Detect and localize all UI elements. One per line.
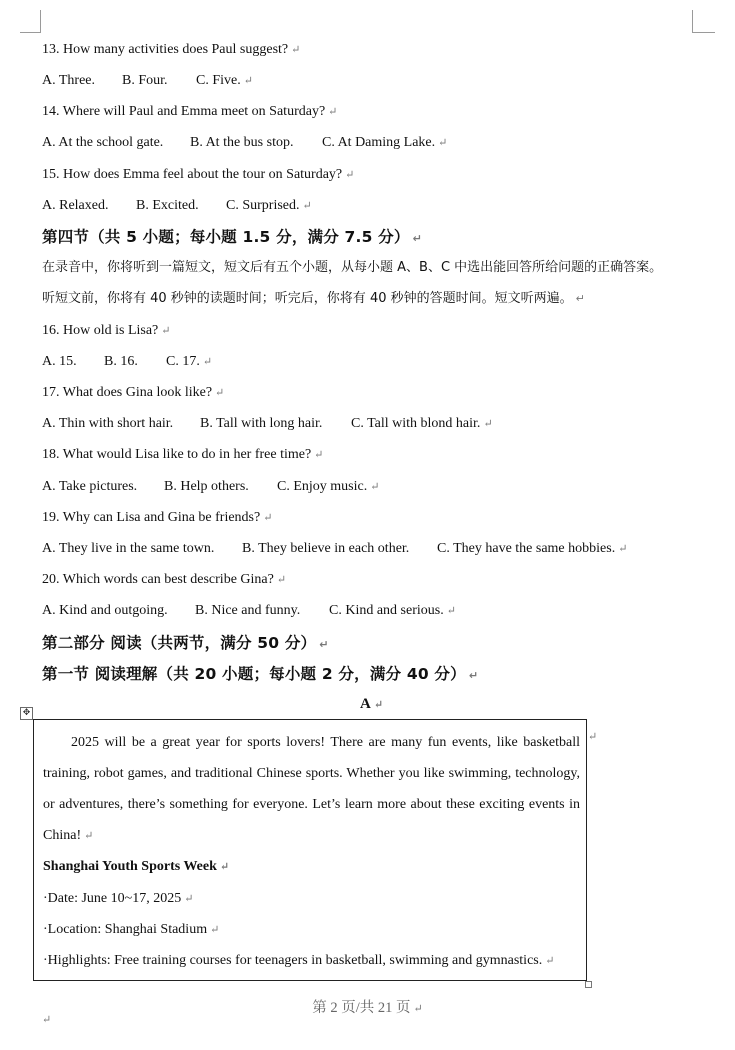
instruction-text: 听短文前，你将有 40 秒钟的读题时间；听完后，你将有 40 秒钟的答题时间。短文听两遍。 — [42, 291, 573, 306]
paragraph-mark-icon: ↵ — [302, 200, 312, 212]
question-15 — [42, 166, 354, 184]
question-stem: 19. Why can Lisa and Gina be friends? — [42, 510, 261, 525]
section-4-heading — [42, 228, 422, 248]
page-number-text: 第 2 页/共 21 页 — [312, 1000, 411, 1016]
paragraph-mark-icon: ↵ — [413, 1003, 423, 1015]
paragraph-mark-icon: ↵ — [575, 292, 585, 305]
option-c: C. Enjoy music. — [277, 479, 368, 494]
passage-text: China! — [43, 828, 82, 843]
paragraph-mark-icon: ↵ — [202, 356, 213, 368]
option-b: B. Four. — [122, 73, 168, 88]
option-c: C. Surprised. — [226, 198, 300, 213]
option-b: B. At the bus stop. — [190, 135, 294, 150]
question-stem: 20. Which words can best describe Gina? — [42, 572, 274, 587]
section-heading-text: 第四节（共 5 小题；每小题 1.5 分，满分 7.5 分） — [42, 228, 410, 246]
paragraph-mark-icon: ↵ — [483, 418, 493, 430]
page-corner-mark-left — [20, 10, 41, 33]
paragraph-mark-icon: ↵ — [373, 699, 384, 711]
part-heading-text: 第二部分 阅读（共两节，满分 50 分） — [42, 634, 317, 652]
paragraph-mark-icon: ↵ — [314, 449, 324, 461]
question-17-options — [42, 415, 493, 433]
paragraph-mark-icon: ↵ — [446, 605, 456, 617]
event-highlights — [43, 952, 554, 970]
passage-intro-line-3: or adventures, there’s something for everyone. Let’s learn more about these exciting events in — [43, 797, 580, 812]
event-location — [43, 921, 219, 939]
passage-box — [33, 719, 587, 981]
option-c: C. At Daming Lake. — [322, 135, 436, 150]
row-end-mark-icon: ↵ — [588, 731, 598, 743]
question-13 — [42, 41, 300, 59]
page-footer — [0, 996, 735, 1017]
event-highlights-text: ·Highlights: Free training courses for teenagers in basketball, swimming and gymnastics. — [43, 953, 543, 968]
paragraph-mark-icon: ↵ — [618, 543, 628, 555]
paragraph-mark-icon: ↵ — [291, 44, 301, 56]
option-c: C. Tall with blond hair. — [351, 416, 481, 431]
option-a: A. At the school gate. — [42, 135, 164, 150]
option-b: B. Nice and funny. — [195, 603, 301, 618]
question-18 — [42, 446, 323, 464]
question-stem: 18. What would Lisa like to do in her free time? — [42, 447, 312, 462]
question-13-options — [42, 72, 253, 90]
passage-title-text: A — [360, 696, 371, 712]
option-a: A. Three. — [42, 73, 95, 88]
paragraph-mark-icon: ↵ — [412, 232, 423, 245]
question-20-options — [42, 602, 456, 620]
paragraph-mark-icon: ↵ — [345, 169, 355, 181]
question-16 — [42, 322, 170, 340]
question-14-options — [42, 134, 447, 152]
table-move-handle-icon[interactable]: ✥ — [20, 707, 33, 720]
question-stem: 15. How does Emma feel about the tour on Saturday? — [42, 167, 343, 182]
page-corner-mark-right — [692, 10, 715, 33]
paragraph-mark-icon: ↵ — [276, 574, 287, 586]
question-stem: 14. Where will Paul and Emma meet on Saturday? — [42, 104, 326, 119]
option-a: A. Relaxed. — [42, 198, 109, 213]
event-location-text: ·Location: Shanghai Stadium — [43, 922, 208, 937]
option-b: B. Tall with long hair. — [200, 416, 323, 431]
section-4-instruction-1 — [42, 259, 662, 277]
option-b: B. 16. — [104, 354, 138, 369]
question-17 — [42, 384, 224, 402]
paragraph-mark-icon: ↵ — [215, 387, 225, 399]
instruction-text: 在录音中，你将听到一篇短文，短文后有五个小题，从每小题 A、B、C 中选出能回答所给问题的正确答案。 — [42, 260, 663, 275]
question-19 — [42, 509, 272, 527]
event-date-text: ·Date: June 10~17, 2025 — [43, 891, 182, 906]
paragraph-mark-icon: ↵ — [263, 512, 273, 524]
passage-intro-line-2: training, robot games, and traditional Chinese sports. Whether you like swimming, technology, — [43, 766, 580, 781]
question-18-options — [42, 478, 379, 496]
paragraph-mark-icon: ↵ — [370, 481, 380, 493]
event-title-text: Shanghai Youth Sports Week — [43, 859, 217, 874]
table-resize-handle[interactable] — [585, 981, 592, 988]
option-b: B. They believe in each other. — [242, 541, 410, 556]
paragraph-mark-icon: ↵ — [210, 924, 220, 936]
event-title — [43, 858, 229, 876]
question-16-options — [42, 353, 212, 371]
paragraph-mark-icon: ↵ — [328, 106, 338, 118]
question-19-options — [42, 540, 627, 558]
paragraph-mark-icon: ↵ — [161, 325, 171, 337]
question-stem: 17. What does Gina look like? — [42, 385, 213, 400]
paragraph-mark-icon: ↵ — [219, 861, 230, 873]
paragraph-mark-icon: ↵ — [319, 638, 329, 651]
paragraph-mark-icon: ↵ — [438, 137, 448, 149]
question-20 — [42, 571, 286, 589]
paragraph-mark-icon: ↵ — [84, 830, 94, 842]
option-a: A. 15. — [42, 354, 77, 369]
section-heading-text: 第一节 阅读理解（共 20 小题；每小题 2 分，满分 40 分） — [42, 665, 466, 683]
paragraph-mark-icon: ↵ — [468, 669, 479, 682]
option-c: C. They have the same hobbies. — [437, 541, 616, 556]
section-1-heading — [42, 665, 478, 685]
question-15-options — [42, 197, 312, 215]
paragraph-mark-icon: ↵ — [243, 75, 253, 87]
passage-intro-line-1: 2025 will be a great year for sports lovers! There are many fun events, like basketball — [71, 735, 580, 750]
event-date — [43, 890, 193, 908]
paragraph-mark-icon: ↵ — [42, 1014, 52, 1026]
option-b: B. Help others. — [164, 479, 249, 494]
option-a: A. They live in the same town. — [42, 541, 215, 556]
section-4-instruction-2 — [42, 290, 585, 308]
passage-intro-line-4 — [43, 827, 93, 845]
option-b: B. Excited. — [136, 198, 199, 213]
option-a: A. Kind and outgoing. — [42, 603, 168, 618]
paragraph-mark-icon: ↵ — [184, 893, 194, 905]
option-c: C. 17. — [166, 354, 200, 369]
passage-title — [360, 696, 383, 713]
question-14 — [42, 103, 337, 121]
option-a: A. Take pictures. — [42, 479, 138, 494]
part-2-heading — [42, 634, 329, 654]
question-stem: 13. How many activities does Paul suggest? — [42, 42, 289, 57]
question-stem: 16. How old is Lisa? — [42, 323, 159, 338]
paragraph-mark-icon: ↵ — [545, 955, 555, 967]
option-a: A. Thin with short hair. — [42, 416, 174, 431]
option-c: C. Five. — [196, 73, 241, 88]
option-c: C. Kind and serious. — [329, 603, 444, 618]
